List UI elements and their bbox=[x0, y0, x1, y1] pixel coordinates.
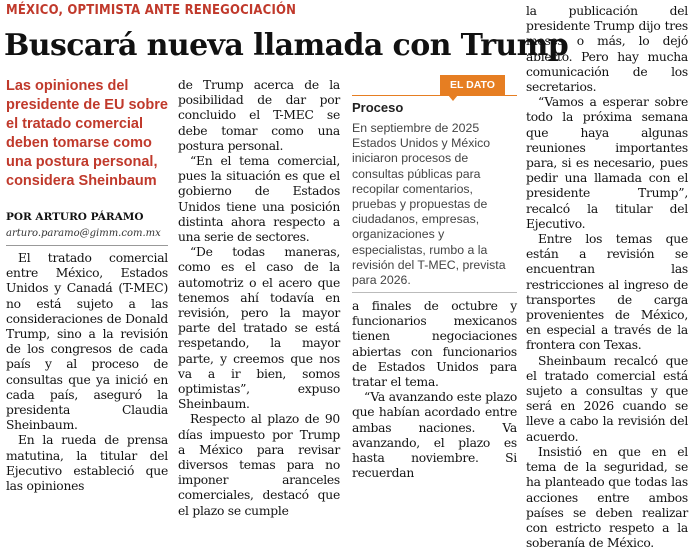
paragraph: la publicación del presidente Trump dijo tres meses o más, lo dejó abierto. Pero hay mucha comunicación de los secretarios. bbox=[526, 4, 688, 95]
headline: Buscará nueva llamada con Trump bbox=[4, 28, 569, 63]
author-email: arturo.paramo@gimm.com.mx bbox=[6, 228, 161, 239]
sidebar-tag: EL DATO bbox=[440, 75, 505, 95]
paragraph: Insistió en que en el tema de la seguridad, se ha planteado que todas las acciones entre ambos países se deben realizar con estricto respeto a la soberanía de México. bbox=[526, 444, 688, 551]
byline: POR ARTURO PÁRAMO bbox=[6, 211, 144, 223]
paragraph: “En el tema comercial, pues la situación es que el gobierno de Estados Unidos tiene una posición distinta ahora respecto a una serie de sectores. bbox=[178, 154, 340, 245]
paragraph: Respecto al plazo de 90 días impuesto por Trump a México para revisar diversos temas para no imponer aranceles comerciales, destacó que el plazo se cumple bbox=[178, 412, 340, 518]
article-column-1 bbox=[6, 251, 168, 494]
paragraph: En la rueda de prensa matutina, la titular del Ejecutivo estableció que las opiniones bbox=[6, 433, 168, 494]
paragraph: Sheinbaum recalcó que el tratado comercial está sujeto a consultas y que será en 2026 cuando se lleve a cabo la revisión del acuerdo. bbox=[526, 353, 688, 444]
article-column-4 bbox=[526, 4, 688, 551]
paragraph: “De todas maneras, como es el caso de la automotriz o el acero que tenemos ahí todavía en revisión, pero la mayor parte del tratado se está respetando, la mayor parte, y creemos que nos va a ir bien, somos optimistas”, expuso Sheinbaum. bbox=[178, 245, 340, 412]
article-column-3 bbox=[352, 299, 517, 481]
sidebar-body: En septiembre de 2025 Estados Unidos y México iniciaron procesos de consultas públicas para recopilar comentarios, pruebas y propuestas de ciudadanos, empresas, organizaciones y especialistas, rumbo a la revisión del T-MEC, prevista para 2026. bbox=[352, 121, 506, 288]
paragraph: “Vamos a esperar sobre todo la próxima semana que haya algunas reuniones importantes para, si es necesario, pues pedir una llamada con el presidente Trump”, recalcó la titular del Ejecutivo. bbox=[526, 95, 688, 231]
deck: Las opiniones del presidente de EU sobre el tratado comercial deben tomarse como una postura personal, considera Sheinbaum bbox=[6, 78, 168, 189]
paragraph: “Va avanzando este plazo que habían acordado entre ambas naciones. Va avanzando, el plazo es hasta noviembre. Si recuerdan bbox=[352, 390, 517, 481]
paragraph: Entre los temas que están a revisión se encuentran las restricciones al ingreso de transportes de carga provenientes de México, en especial a través de la frontera con Texas. bbox=[526, 232, 688, 353]
article-column-2 bbox=[178, 78, 340, 519]
paragraph: de Trump acerca de la posibilidad de dar por concluido el T-MEC se debe tomar como una postura personal. bbox=[178, 78, 340, 153]
sidebar-bottom-divider bbox=[352, 292, 517, 293]
kicker: MÉXICO, OPTIMISTA ANTE RENEGOCIACIÓN bbox=[6, 3, 297, 18]
sidebar-divider bbox=[352, 95, 517, 96]
paragraph: a finales de octubre y funcionarios mexicanos tienen negociaciones abiertas con funcionarios de Estados Unidos para tratar el tema. bbox=[352, 299, 517, 390]
sidebar-title: Proceso bbox=[352, 100, 404, 115]
paragraph: El tratado comercial entre México, Estados Unidos y Canadá (T-MEC) no está sujeto a las consideraciones de Donald Trump, sino a la revisión de los congresos de cada país y al proceso de consultas que ya inició en cada país, aseguró la presidenta Claudia Sheinbaum. bbox=[6, 251, 168, 433]
byline-divider bbox=[6, 245, 168, 246]
